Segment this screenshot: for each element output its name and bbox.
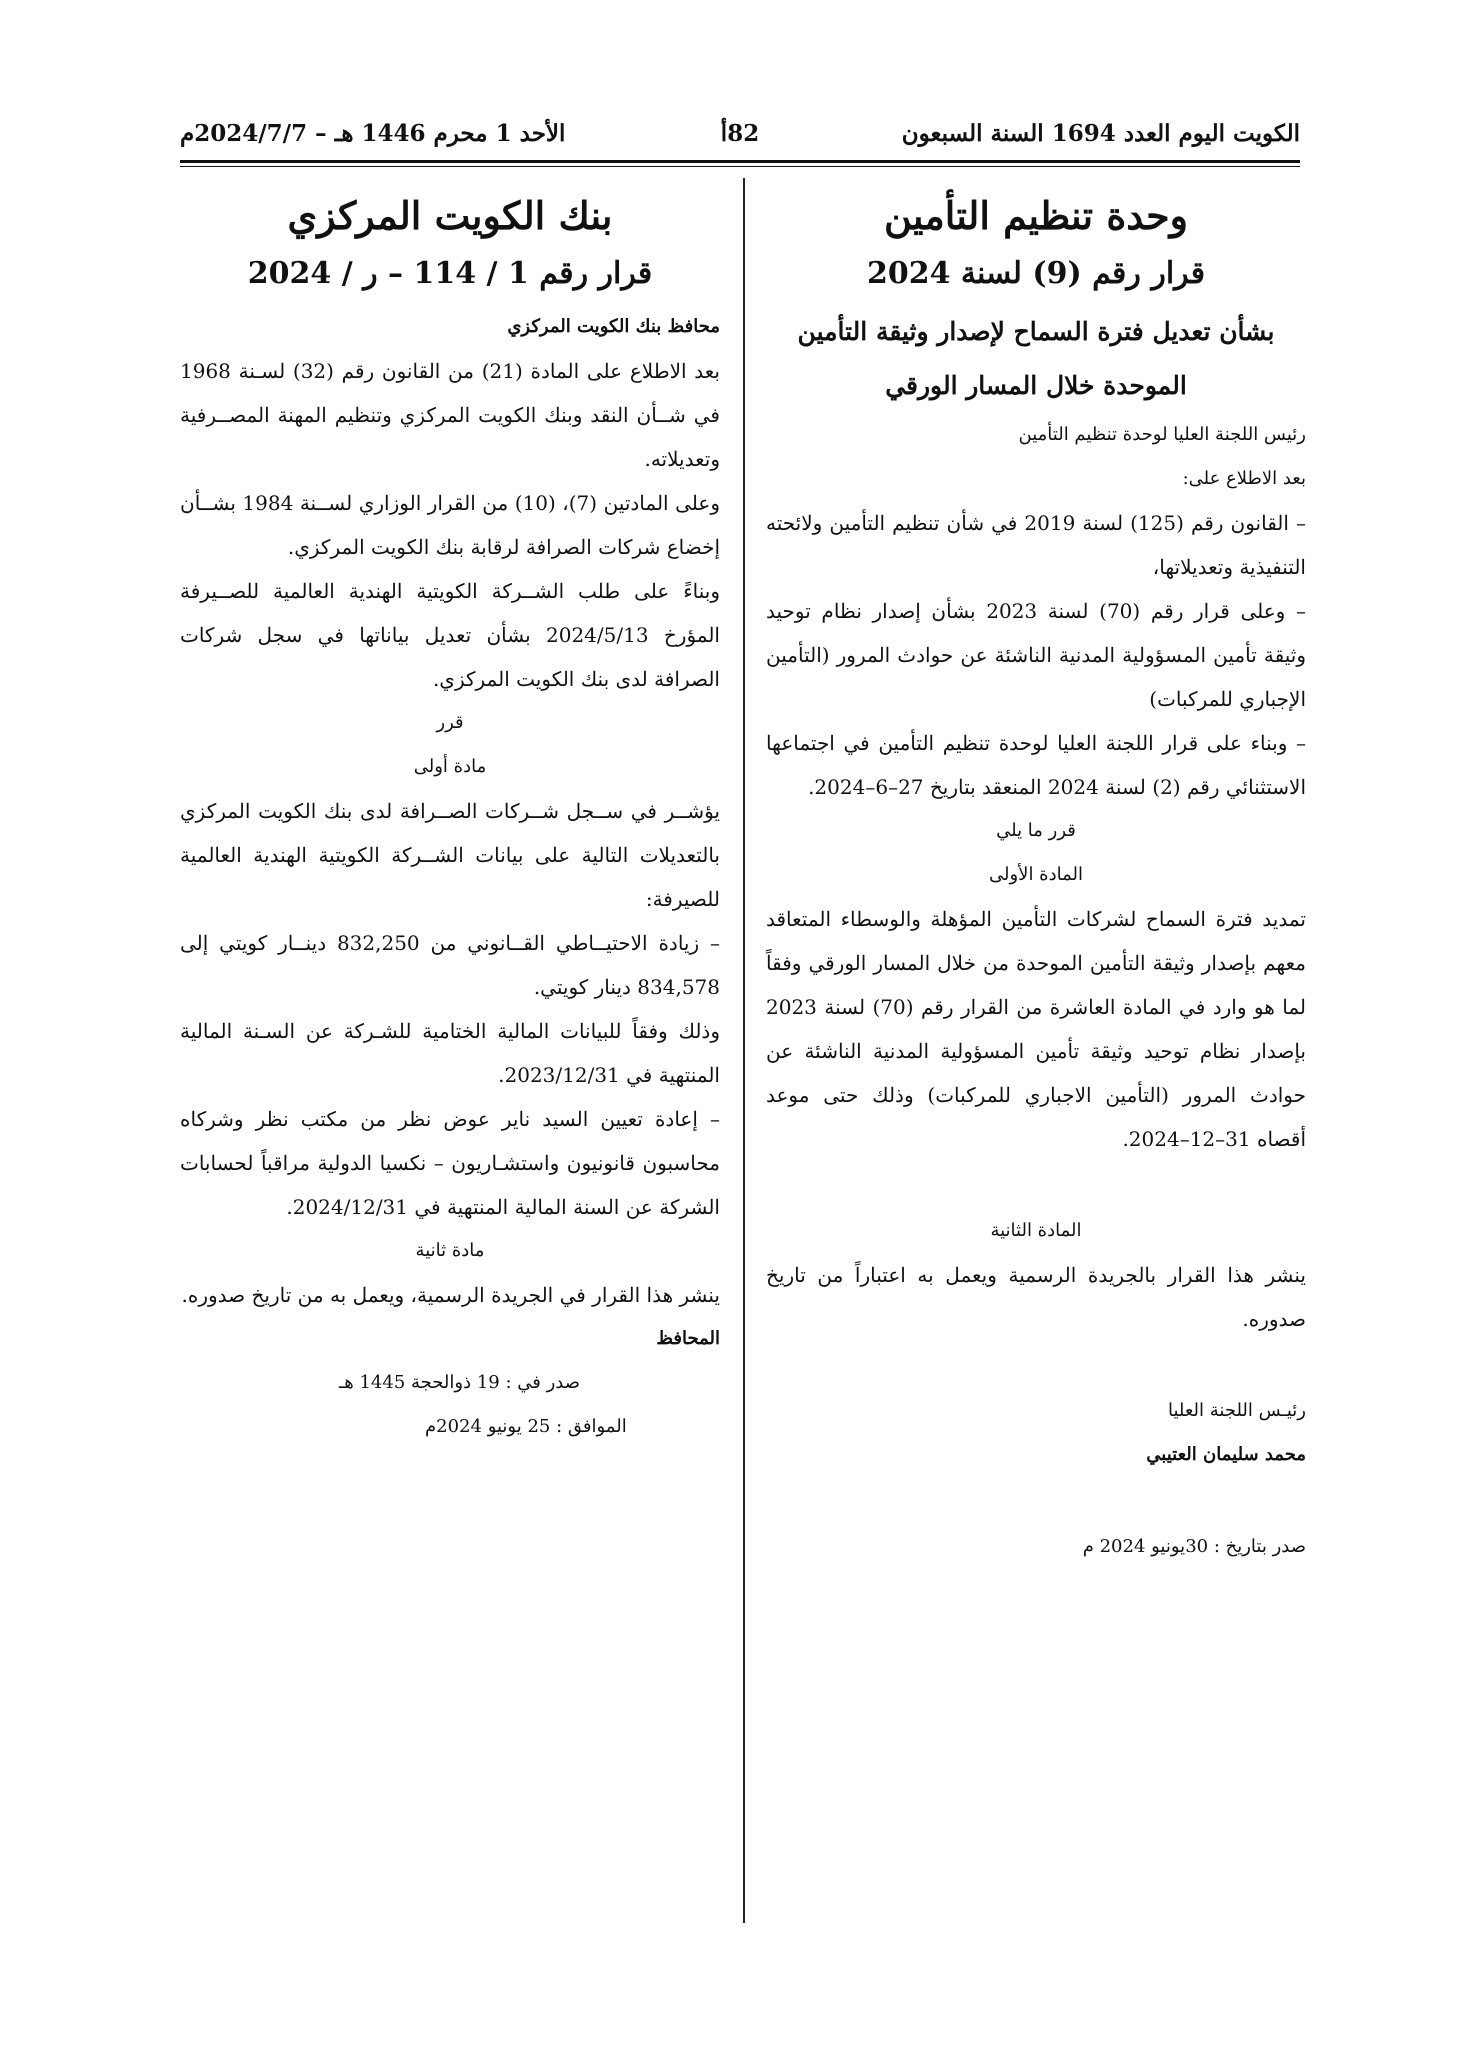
insurance-issuer: رئيس اللجنة العليا لوحدة تنظيم التأمين xyxy=(1018,424,1306,445)
insurance-decided: قرر ما يلي xyxy=(996,820,1076,841)
cbk-item-1-note: وذلك وفقاً للبيانات المالية الختامية للشـركة عن السـنة المالية المنتهية في 2023/12/31. xyxy=(180,1019,720,1087)
cbk-item-2: – إعادة تعيين السيد ناير عوض نظر من مكتب نظر وشركاه محاسبون قانونيون واستشـاريون – نكسيا الدولية مراقباً لحسابات الشركة عن السنة المالية المنتهية في 2024/12/31. xyxy=(180,1107,720,1219)
issue-info: الكويت اليوم العدد 1694 السنة السبعون xyxy=(901,120,1300,147)
cbk-issuer: محافظ بنك الكويت المركزي xyxy=(507,316,720,337)
cbk-issue-date-hijri: صدر في : 19 ذوالحجة 1445 هـ xyxy=(338,1372,580,1393)
insurance-article1-title: المادة الأولى xyxy=(989,864,1083,885)
cbk-org-title: بنك الكويت المركزي xyxy=(287,193,613,238)
insurance-decision-number: قرار رقم (9) لسنة 2024 xyxy=(866,256,1206,291)
insurance-article2-text: ينشر هذا القرار بالجريدة الرسمية ويعمل به اعتباراً من تاريخ صدوره. xyxy=(766,1263,1306,1331)
insurance-column xyxy=(766,185,1306,1569)
cbk-item-1: – زيادة الاحتيــاطي القــانوني من 832,250 دينــار كويتي إلى 834,578 دينار كويتي. xyxy=(180,931,720,999)
cbk-column xyxy=(180,185,720,1449)
header-rule-thin xyxy=(180,166,1300,167)
cbk-article1-text: يؤشــر في ســجل شــركات الصــرافة لدى بنك الكويت المركزي بالتعديلات التالية على بيانات الشــركة الكويتية الهندية العالمية للصيرفة: xyxy=(180,799,720,911)
insurance-recital-3: – وبناء على قرار اللجنة العليا لوحدة تنظيم التأمين في اجتماعها الاستثنائي رقم (2) لسنة 2024 المنعقد بتاريخ 27–6–2024. xyxy=(766,731,1306,799)
cbk-decided: قرر xyxy=(436,712,464,733)
header-rule-thick xyxy=(180,160,1300,163)
insurance-article1-text: تمديد فترة السماح لشركات التأمين المؤهلة والوسطاء المتعاقد معهم بإصدار وثيقة التأمين الموحدة من خلال المسار الورقي وفقاً لما هو وارد في المادة العاشرة من القرار رقم (70) لسنة 2023 بإصدار نظام توحيد وثيقة تأمين المسؤولية المدنية الناشئة عن حوادث المرور (التأمين الاجباري للمركبات) وذلك حتى موعد أقصاه 31–12–2024. xyxy=(766,907,1307,1151)
page-header xyxy=(180,120,1300,152)
cbk-article1-title: مادة أولى xyxy=(413,756,487,777)
cbk-issue-date-gregorian: الموافق : 25 يونيو 2024م xyxy=(425,1416,627,1437)
insurance-after-review: بعد الاطلاع على: xyxy=(1182,468,1306,489)
insurance-signature-title: رئيـس اللجنة العليا xyxy=(1168,1400,1306,1421)
insurance-subject-line2: الموحدة خلال المسار الورقي xyxy=(885,371,1187,400)
cbk-recital-3: وبناءً على طلب الشــركة الكويتية الهندية العالمية للصــيرفة المؤرخ 2024/5/13 بشأن تعديل بياناتها في سجل شركات الصرافة لدى بنك الكويت المركزي. xyxy=(180,579,720,691)
cbk-article2-title: مادة ثانية xyxy=(415,1240,485,1261)
insurance-org-title: وحدة تنظيم التأمين xyxy=(883,193,1189,238)
issue-date: الأحد 1 محرم 1446 هـ – 2024/7/7م xyxy=(180,120,566,147)
insurance-issue-date: صدر بتاريخ : 30يونيو 2024 م xyxy=(1082,1536,1306,1557)
page-number: 82أ xyxy=(720,120,760,147)
insurance-subject-line1: بشأن تعديل فترة السماح لإصدار وثيقة التأمين xyxy=(797,317,1275,346)
cbk-governor: المحافظ xyxy=(656,1328,720,1349)
cbk-decision-number: قرار رقم 1 / 114 – ر / 2024 xyxy=(247,256,653,291)
insurance-article2-title: المادة الثانية xyxy=(990,1220,1082,1241)
column-divider xyxy=(743,178,745,1923)
cbk-article2-text: ينشر هذا القرار في الجريدة الرسمية، ويعمل به من تاريخ صدوره. xyxy=(181,1283,720,1307)
cbk-recital-2: وعلى المادتين (7)، (10) من القرار الوزاري لســنة 1984 بشــأن إخضاع شركات الصرافة لرقابة بنك الكويت المركزي. xyxy=(180,491,720,559)
cbk-recital-1: بعد الاطلاع على المادة (21) من القانون رقم (32) لسـنة 1968 في شــأن النقد وبنك الكويت المركزي وتنظيم المهنة المصــرفية وتعديلاته. xyxy=(180,359,720,471)
insurance-signature-name: محمد سليمان العتيبي xyxy=(1146,1444,1306,1465)
insurance-recital-2: – وعلى قرار رقم (70) لسنة 2023 بشأن إصدار نظام توحيد وثيقة تأمين المسؤولية المدنية الناشئة عن حوادث المرور (التأمين الإجباري للمركبات) xyxy=(766,599,1306,711)
insurance-recital-1: – القانون رقم (125) لسنة 2019 في شأن تنظيم التأمين ولائحته التنفيذية وتعديلاتها، xyxy=(766,511,1307,579)
